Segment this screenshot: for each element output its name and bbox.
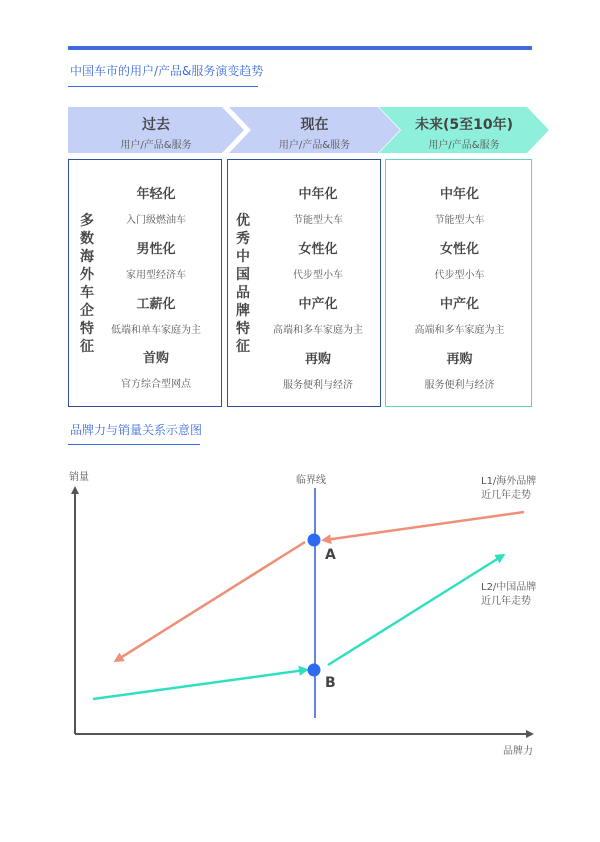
item-desc: 服务便利与经济 [283,380,353,391]
point-a-dot [308,534,321,547]
point-a-label: A [325,547,336,563]
timeline-subtitle: 用户/产品&服务 [278,140,351,151]
l2-arrow-lower [93,670,305,699]
item-desc: 入门级燃油车 [126,215,186,226]
point-b-dot [308,664,321,677]
section-title-diagram: 品牌力与销量关系示意图 [70,423,203,437]
item-heading: 工薪化 [136,297,176,312]
item-desc: 官方综合型网点 [121,379,191,390]
item-heading: 女性化 [439,242,479,257]
item-heading: 中年化 [298,187,338,202]
l1-arrow-lower [117,542,305,660]
l2-label-line: L2/中国品牌 [481,582,537,593]
item-heading: 首购 [142,351,169,366]
column-side-label: 多数海外车企特征 [80,213,94,355]
l2-label [481,581,536,609]
item-desc: 高端和多车家庭为主 [414,325,505,336]
item-desc: 低端和单车家庭为主 [111,325,201,336]
item-desc: 家用型经济车 [126,270,186,281]
timeline-title: 现在 [300,117,329,133]
item-heading: 女性化 [298,242,338,257]
point-b-label: B [325,675,336,691]
item-heading: 中产化 [298,297,338,312]
l1-label-line: L1/海外品牌 [481,476,537,487]
item-desc: 代步型小车 [293,270,343,281]
l1-label [481,475,536,503]
timeline-subtitle: 用户/产品&服务 [428,140,500,151]
column-side-label: 优秀中国品牌特征 [236,213,250,355]
item-desc: 节能型大车 [434,215,485,226]
timeline-title: 未来(5至10年) [414,117,514,133]
timeline-title: 过去 [142,117,170,133]
item-desc: 节能型大车 [293,215,343,226]
l2-label-line: 近几年走势 [481,596,531,607]
item-heading: 再购 [446,352,473,367]
item-heading: 男性化 [136,242,176,257]
item-desc: 服务便利与经济 [424,380,495,391]
x-axis-label: 品牌力 [503,746,533,757]
threshold-label: 临界线 [296,475,326,486]
section-title-trends: 中国车市的用户/产品&服务演变趋势 [70,64,264,78]
timeline-subtitle: 用户/产品&服务 [120,140,192,151]
l1-arrow-upper [325,512,524,540]
item-desc: 代步型小车 [434,270,485,281]
l2-arrow-upper [328,556,502,665]
item-heading: 年轻化 [136,187,176,202]
item-heading: 再购 [304,352,331,367]
l1-label-line: 近几年走势 [481,490,531,501]
y-axis-label: 销量 [69,472,89,483]
item-heading: 中年化 [439,187,479,202]
item-heading: 中产化 [439,297,479,312]
item-desc: 高端和多车家庭为主 [273,325,363,336]
